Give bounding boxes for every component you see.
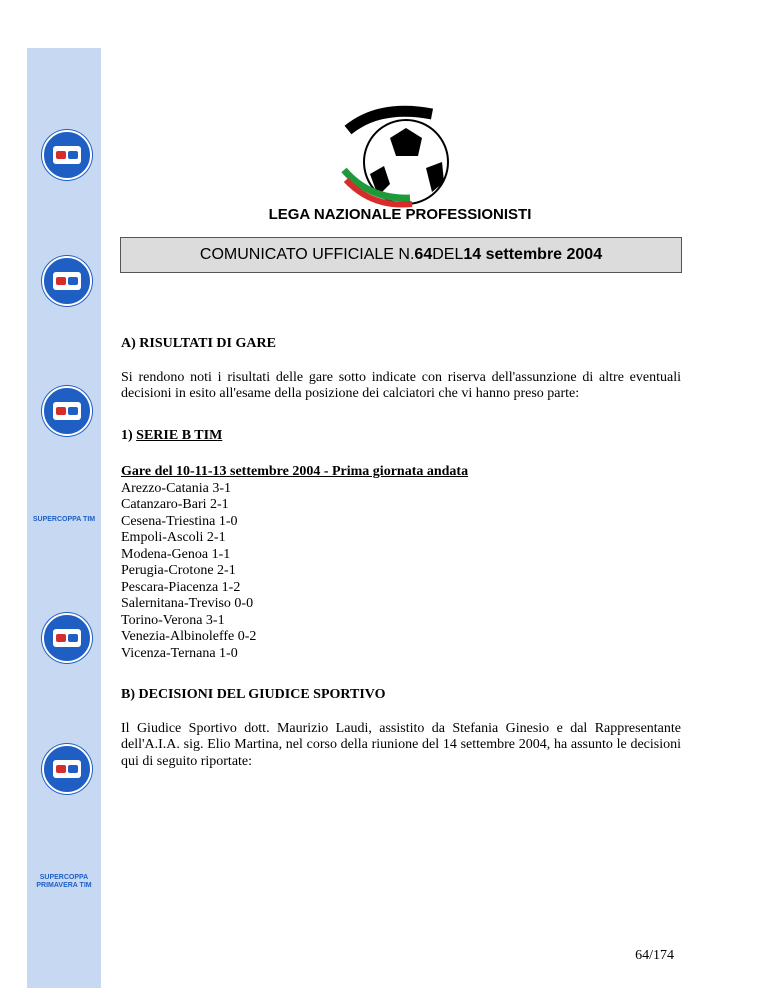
lega-calcio-logo-icon <box>340 100 460 210</box>
document-body <box>121 336 681 770</box>
serie-a-badge-icon <box>42 130 92 180</box>
result-item: Modena-Genoa 1-1 <box>121 546 231 562</box>
section-a-title: A) RISULTATI DI GARE <box>121 336 276 351</box>
result-item: Vicenza-Ternana 1-0 <box>121 645 238 661</box>
section-a-intro: Si rendono noti i risultati delle gare sotto indicate con riserva dell'assunzione di altre eventuali decisioni in esito all'esame della posizione dei calciatori che vi hanno preso parte: <box>121 369 681 401</box>
result-item: Arezzo-Catania 3-1 <box>121 480 231 496</box>
tim-cup-primavera-badge-icon <box>42 744 92 794</box>
result-item: Pescara-Piacenza 1-2 <box>121 579 241 595</box>
primavera-badge-icon <box>42 613 92 663</box>
result-item: Salernitana-Treviso 0-0 <box>121 596 254 611</box>
result-item: Cesena-Triestina 1-0 <box>121 513 238 529</box>
comunicato-date: 14 settembre 2004 <box>463 246 603 263</box>
giornata-heading: Gare del 10-11-13 settembre 2004 - Prima giornata andata <box>121 464 469 479</box>
results-list <box>121 481 681 663</box>
serie-b-prefix: 1) <box>121 427 137 443</box>
section-b-title: B) DECISIONI DEL GIUDICE SPORTIVO <box>121 687 386 702</box>
comunicato-box <box>120 237 682 273</box>
supercoppa-primavera-label: SUPERCOPPA PRIMAVERA TIM <box>36 874 92 889</box>
result-item: Perugia-Crotone 2-1 <box>121 563 236 578</box>
comunicato-del: DEL <box>432 246 464 263</box>
tim-cup-badge-icon <box>42 386 92 436</box>
serie-b-heading <box>121 428 681 445</box>
serie-b-badge-icon <box>42 256 92 306</box>
result-item: Catanzaro-Bari 2-1 <box>121 497 229 512</box>
comunicato-prefix: COMUNICATO UFFICIALE N. <box>199 246 415 263</box>
page-number: 64/174 <box>635 948 674 963</box>
result-item: Venezia-Albinoleffe 0-2 <box>121 629 257 644</box>
section-b-text: Il Giudice Sportivo dott. Maurizio Laudi, assistito da Stefania Ginesio e dal Rappresentante dell'A.I.A. sig. Elio Martina, nel corso della riunione del 14 settembre 2004, ha assunto le decisioni qui di seguito riportate: <box>121 720 681 769</box>
comunicato-number: 64 <box>414 246 433 263</box>
result-item: Torino-Verona 3-1 <box>121 612 225 628</box>
result-item: Empoli-Ascoli 2-1 <box>121 530 226 545</box>
supercoppa-tim-label: SUPERCOPPA TIM <box>32 516 96 523</box>
organization-title: LEGA NAZIONALE PROFESSIONISTI <box>268 206 532 223</box>
serie-b-title: SERIE B TIM <box>136 427 223 443</box>
sidebar <box>27 48 101 988</box>
